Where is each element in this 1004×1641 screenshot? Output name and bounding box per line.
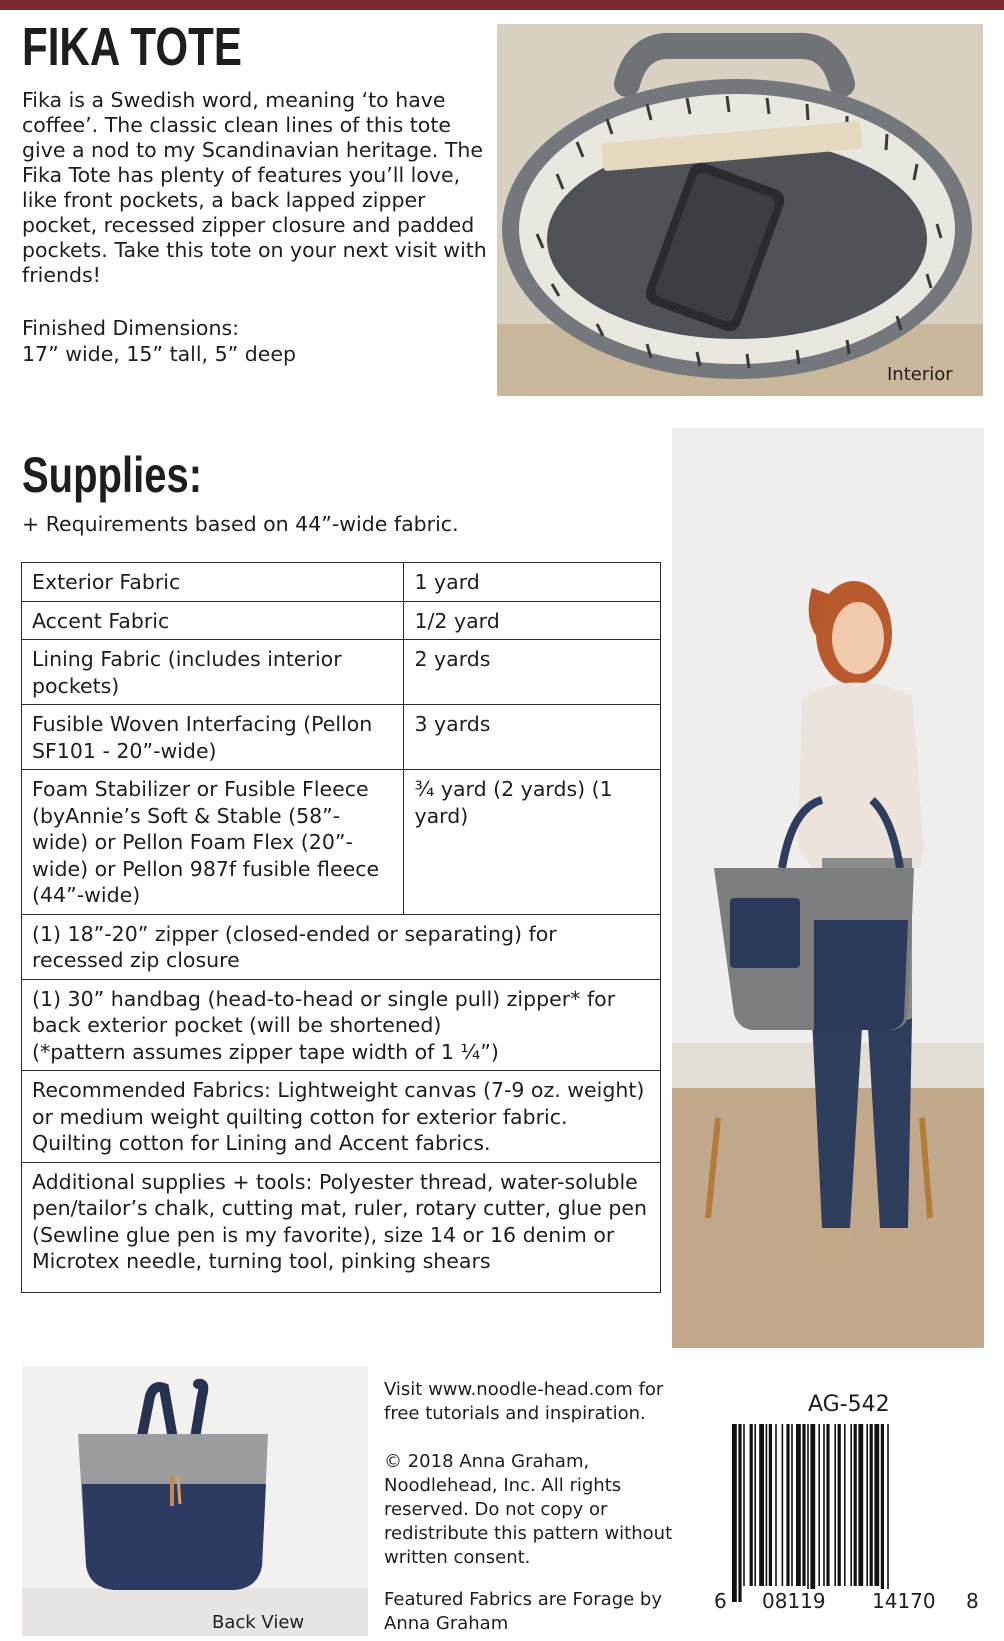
supply-item: Foam Stabilizer or Fusible Fleece (byAnnie’s Soft & Stable (58”-wide) or Pellon Foam Flex (20”-wide) or Pellon 987f fusible fleece (44”-wide) bbox=[22, 770, 404, 915]
barcode-bar bbox=[870, 1424, 873, 1586]
barcode-bar bbox=[750, 1424, 753, 1586]
supply-note: Additional supplies + tools: Polyester thread, water-soluble pen/tailor’s chalk, cutting mat, ruler, rotary cutter, glue pen (Sewline glue pen is my favorite), size 14 or 16 denim or Microtex needle, turning tool, pinking shears bbox=[22, 1162, 661, 1292]
table-row bbox=[22, 979, 661, 1071]
table-row bbox=[22, 640, 661, 705]
pattern-title: FIKA TOTE bbox=[22, 17, 242, 77]
table-row bbox=[22, 914, 661, 979]
barcode-bar bbox=[887, 1424, 889, 1602]
table-row bbox=[22, 1162, 661, 1292]
barcode-bar bbox=[838, 1424, 841, 1586]
barcode-bar bbox=[866, 1424, 868, 1586]
supplies-heading: Supplies: bbox=[22, 447, 203, 503]
supply-amount: 1 yard bbox=[404, 563, 661, 602]
website-note: Visit www.noodle-head.com for free tutorials and inspiration. bbox=[384, 1379, 664, 1424]
supply-note: (1) 18”-20” zipper (closed-ended or separating) for recessed zip closure bbox=[22, 914, 661, 979]
interior-caption: Interior bbox=[887, 364, 953, 385]
model-photo bbox=[672, 428, 984, 1348]
barcode-bar bbox=[802, 1424, 805, 1586]
barcode-bar bbox=[738, 1424, 741, 1602]
barcode-bar bbox=[844, 1424, 846, 1586]
supply-amount: ¾ yard (2 yards) (1 yard) bbox=[404, 770, 661, 915]
supply-note: Recommended Fabrics: Lightweight canvas (7-9 oz. weight) or medium weight quilting cotton for exterior fabric. Quilting cotton for Lining and Accent fabrics. bbox=[22, 1071, 661, 1163]
zipper-footnote: (*pattern assumes zipper tape width of 1 ¼”) bbox=[32, 1039, 499, 1064]
back-view-photo bbox=[22, 1366, 368, 1636]
dimensions-label: Finished Dimensions: bbox=[22, 316, 240, 340]
barcode-bar bbox=[759, 1424, 764, 1586]
intro-paragraph: Fika is a Swedish word, meaning ‘to have coffee’. The classic clean lines of this tote give a nod to my Scandinavian heritage. The Fika Tote has plenty of features you’ll love, like front pockets, a back lapped zipper pocket, recessed zipper closure and padded pockets. Take this tote on your next visit with friends! bbox=[22, 88, 487, 287]
barcode-group-left: 08119 bbox=[762, 1589, 826, 1613]
barcode-bar bbox=[743, 1424, 745, 1586]
supply-amount: 3 yards bbox=[404, 705, 661, 770]
barcode-bar bbox=[810, 1424, 815, 1602]
dimensions-value: 17” wide, 15” tall, 5” deep bbox=[22, 342, 297, 366]
top-accent-bar bbox=[0, 0, 1004, 10]
barcode-digit-first: 6 bbox=[714, 1589, 727, 1613]
table-row bbox=[22, 770, 661, 915]
barcode-bar bbox=[850, 1424, 852, 1586]
back-view-caption: Back View bbox=[212, 1612, 305, 1633]
supply-amount: 2 yards bbox=[404, 640, 661, 705]
copyright-note: © 2018 Anna Graham, Noodlehead, Inc. All rights reserved. Do not copy or redistribute this pattern without written consent. bbox=[384, 1451, 673, 1568]
barcode-bar bbox=[782, 1424, 784, 1586]
barcode-bar bbox=[807, 1424, 809, 1602]
barcode-bar bbox=[786, 1424, 789, 1586]
barcode-bar bbox=[854, 1424, 857, 1586]
barcode-bar bbox=[818, 1424, 820, 1586]
barcode-bar bbox=[732, 1424, 737, 1602]
barcode-bar bbox=[775, 1424, 777, 1586]
barcode-group-right: 14170 bbox=[872, 1589, 936, 1613]
zipper-note: (1) 30” handbag (head-to-head or single pull) zipper* for back exterior pocket (will be shortened) bbox=[32, 986, 616, 1037]
requirement-note: + Requirements based on 44”-wide fabric. bbox=[22, 512, 459, 536]
barcode-bar bbox=[791, 1424, 793, 1586]
supply-amount: 1/2 yard bbox=[404, 601, 661, 640]
barcode-bar bbox=[766, 1424, 768, 1586]
barcode-bar bbox=[769, 1424, 772, 1586]
barcode-bar bbox=[874, 1424, 879, 1586]
barcode-bar bbox=[834, 1424, 836, 1586]
supply-item: Exterior Fabric bbox=[22, 563, 404, 602]
barcode-bar bbox=[754, 1424, 756, 1586]
table-row bbox=[22, 563, 661, 602]
barcode-bar bbox=[796, 1424, 801, 1586]
barcode-bar bbox=[826, 1424, 829, 1586]
table-row bbox=[22, 705, 661, 770]
barcode-digit-last: 8 bbox=[966, 1589, 979, 1613]
featured-fabrics-note: Featured Fabrics are Forage by Anna Graham bbox=[384, 1589, 663, 1634]
supply-item: Lining Fabric (includes interior pockets) bbox=[22, 640, 404, 705]
barcode bbox=[730, 1424, 960, 1604]
barcode-bar bbox=[881, 1424, 884, 1602]
interior-photo bbox=[497, 24, 983, 396]
barcode-bar bbox=[858, 1424, 863, 1586]
supply-item: Accent Fabric bbox=[22, 601, 404, 640]
supply-note bbox=[22, 979, 661, 1071]
supplies-table bbox=[21, 562, 661, 1293]
barcode-bar bbox=[823, 1424, 825, 1586]
supply-item: Fusible Woven Interfacing (Pellon SF101 - 20”-wide) bbox=[22, 705, 404, 770]
pattern-sku: AG-542 bbox=[808, 1392, 890, 1417]
table-row bbox=[22, 1071, 661, 1163]
table-row bbox=[22, 601, 661, 640]
